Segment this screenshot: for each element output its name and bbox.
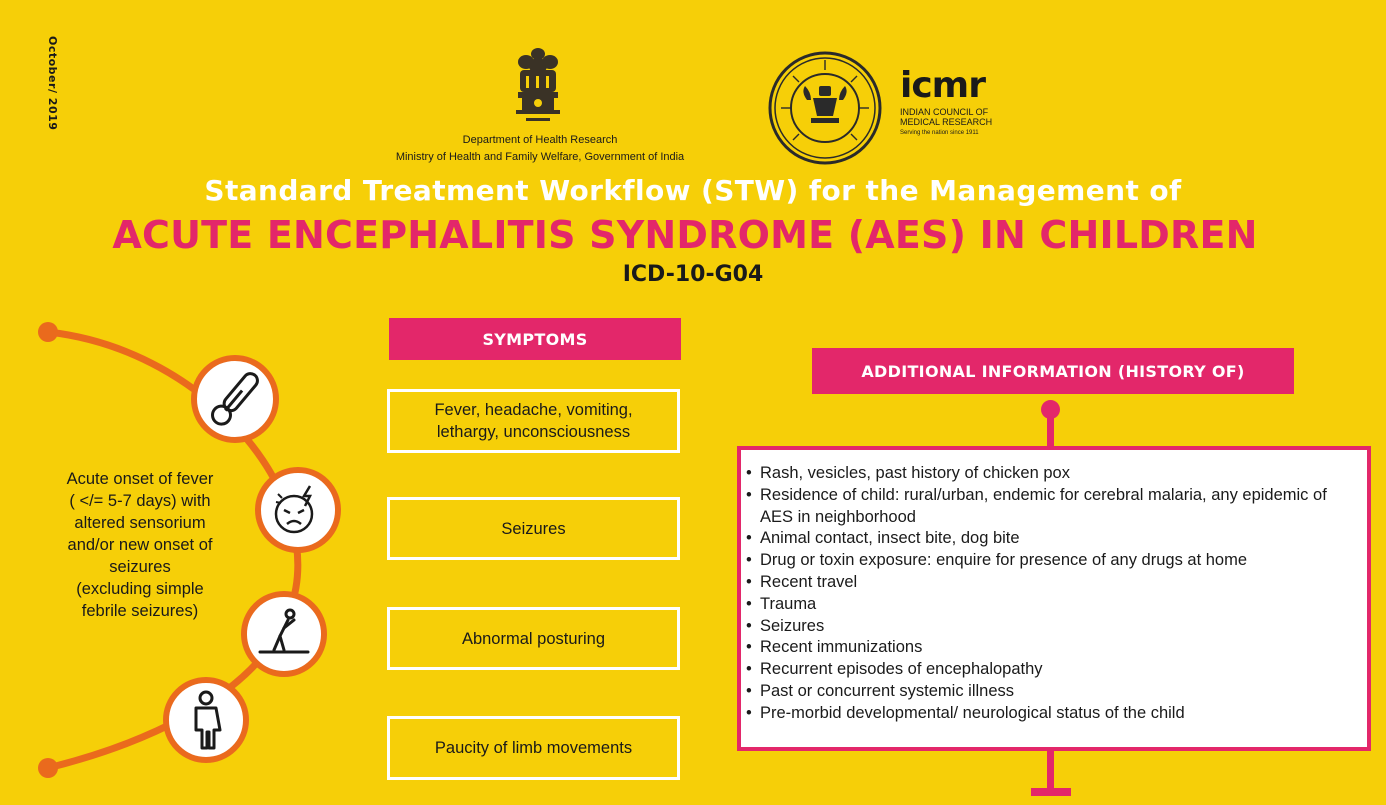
symptom-text: Paucity of limb movements — [434, 739, 633, 757]
thermometer-icon — [190, 354, 280, 449]
criteria-line: (excluding simple — [76, 580, 204, 598]
department-text — [360, 132, 720, 166]
title-line-2: ACUTE ENCEPHALITIS SYNDROME (AES) IN CHILDREN — [112, 213, 1258, 257]
list-item: • Rash, vesicles, past history of chicken pox — [746, 463, 1355, 485]
list-item: • Recurrent episodes of encephalopathy — [746, 659, 1355, 681]
bottom-connector-bar — [1031, 788, 1071, 796]
symptom-box — [387, 607, 680, 670]
list-item: • Trauma — [746, 594, 1355, 616]
icmr-subtitle-2: MEDICAL RESEARCH — [900, 117, 993, 127]
symptoms-heading: SYMPTOMS — [389, 318, 681, 360]
title-line-1: Standard Treatment Workflow (STW) for the Management of — [204, 174, 1182, 207]
additional-info-heading: ADDITIONAL INFORMATION (HISTORY OF) — [812, 348, 1294, 394]
list-item: • Seizures — [746, 616, 1355, 638]
dept-line-2: Ministry of Health and Family Welfare, Government of India — [395, 151, 685, 163]
criteria-line: and/or new onset of — [67, 536, 213, 554]
icmr-subtitle-1: INDIAN COUNCIL OF — [900, 107, 989, 117]
criteria-line: Acute onset of fever — [66, 470, 214, 488]
symptom-box — [387, 716, 680, 780]
list-item: • Past or concurrent systemic illness — [746, 681, 1355, 703]
dept-line-1: Department of Health Research — [462, 134, 618, 146]
bottom-connector — [1047, 751, 1054, 789]
list-item: • Residence of child: rural/urban, endemic for cerebral malaria, any epidemic of AES in neighborhood — [746, 485, 1355, 529]
symptom-box — [387, 497, 680, 560]
headache-face-icon — [254, 466, 342, 559]
symptom-text: lethargy, unconsciousness — [436, 423, 631, 441]
icmr-tagline: Serving the nation since 1911 — [900, 130, 979, 136]
criteria-line: febrile seizures) — [81, 602, 199, 620]
icmr-logo — [900, 65, 1020, 136]
list-item: • Pre-morbid developmental/ neurological status of the child — [746, 703, 1355, 725]
child-standing-icon — [162, 676, 250, 769]
list-item: • Recent travel — [746, 572, 1355, 594]
list-item: • Animal contact, insect bite, dog bite — [746, 528, 1355, 550]
list-item: • Recent immunizations — [746, 637, 1355, 659]
posturing-figure-icon — [240, 590, 328, 683]
symptom-text: Seizures — [501, 519, 566, 538]
national-emblem-icon — [512, 44, 564, 131]
date-label: October/ 2019 — [46, 36, 59, 131]
icmr-wordmark: icmr — [900, 65, 985, 106]
criteria-line: ( </= 5-7 days) with — [69, 492, 211, 510]
history-list — [741, 450, 1367, 725]
connector-dot — [1041, 400, 1060, 419]
criteria-text — [40, 468, 240, 622]
symptom-box — [387, 389, 680, 453]
symptom-text: Abnormal posturing — [461, 629, 606, 648]
icmr-seal-icon — [767, 50, 883, 171]
icd-code: ICD-10-G04 — [622, 262, 764, 287]
list-item: • Drug or toxin exposure: enquire for presence of any drugs at home — [746, 550, 1355, 572]
criteria-line: altered sensorium — [74, 514, 206, 532]
criteria-line: seizures — [109, 558, 171, 576]
history-box — [737, 446, 1371, 751]
symptom-text: Fever, headache, vomiting, — [434, 401, 633, 419]
